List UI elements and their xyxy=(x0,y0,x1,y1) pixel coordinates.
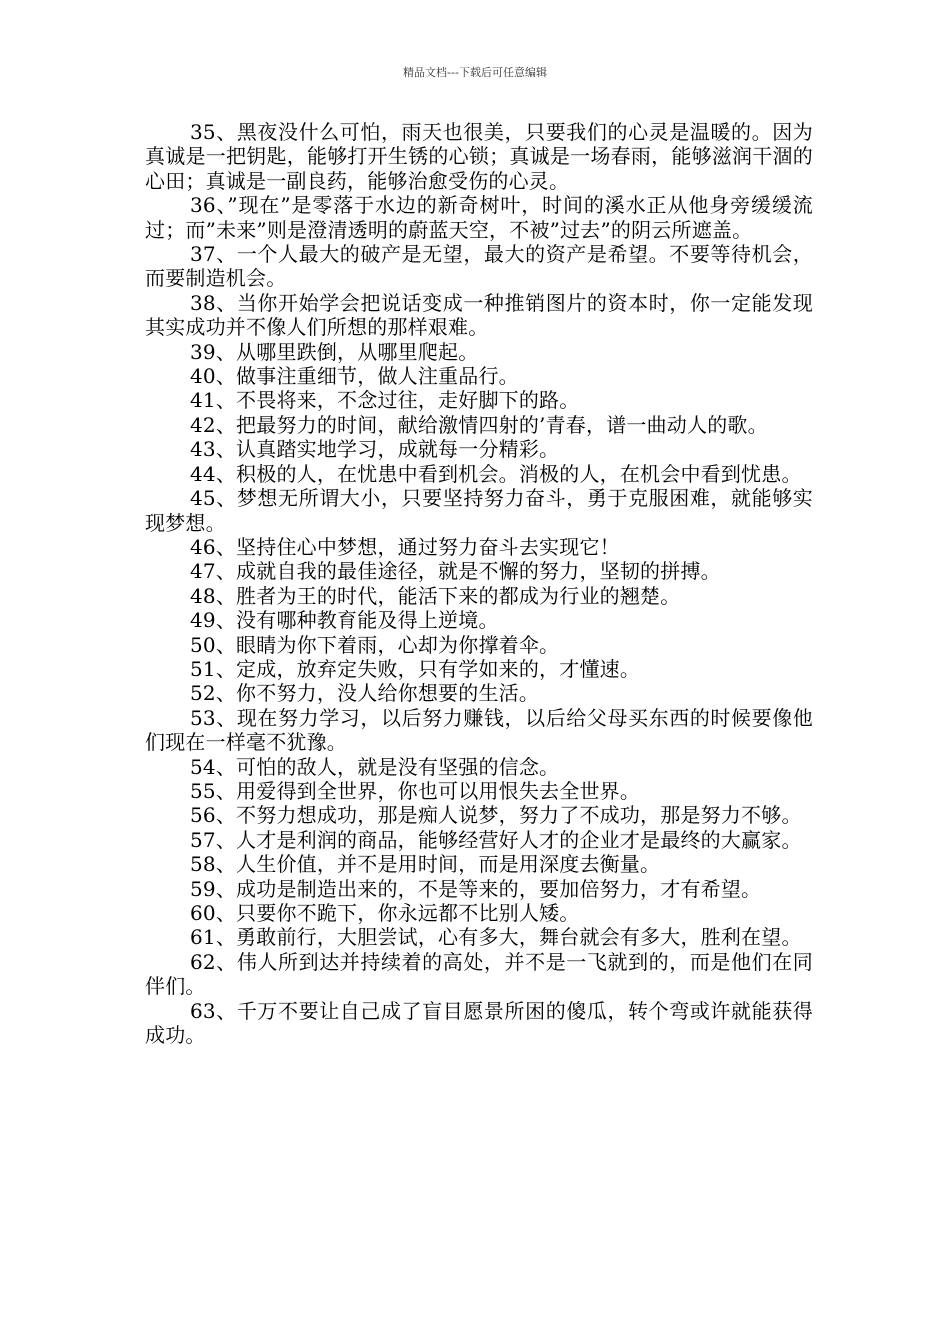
page-header: 精品文档---下载后可任意编辑 xyxy=(403,66,547,79)
paragraph-43: 43、认真踏实地学习，成就每一分精彩。 xyxy=(190,437,560,462)
paragraph-44: 44、积极的人，在忧患中看到机会。消极的人，在机会中看到忧患。 xyxy=(190,461,802,486)
paragraph-40: 40、做事注重细节，做人注重品行。 xyxy=(190,364,519,389)
paragraph-50: 50、眼睛为你下着雨，心却为你撑着伞。 xyxy=(190,632,560,657)
paragraph-49: 49、没有哪种教育能及得上逆境。 xyxy=(190,608,499,633)
paragraph-42: 42、把最努力的时间，献给激情四射的’青春，谱一曲动人的歌。 xyxy=(190,412,768,437)
paragraph-38: 38、当你开始学会把说话变成一种推销图片的资本时，你一定能发现其实成功并不像人们所想的那样艰难。 xyxy=(145,290,813,340)
paragraph-51: 51、定成，放弃定失败，只有学如来的，才懂速。 xyxy=(190,656,641,681)
paragraph-63: 63、千万不要让自己成了盲目愿景所困的傻瓜，转个弯或许就能获得成功。 xyxy=(145,998,813,1048)
paragraph-41: 41、不畏将来，不念过往，走好脚下的路。 xyxy=(190,388,580,413)
paragraph-57: 57、人才是利润的商品，能够经营好人才的企业才是最终的大赢家。 xyxy=(190,827,802,852)
paragraph-62: 62、伟人所到达并持续着的高处，并不是一飞就到的，而是他们在同伴们。 xyxy=(145,949,813,999)
paragraph-60: 60、只要你不跪下，你永远都不比别人矮。 xyxy=(190,901,580,925)
paragraph-39: 39、从哪里跌倒，从哪里爬起。 xyxy=(190,339,479,364)
paragraph-35: 35、黑夜没什么可怕，雨天也很美，只要我们的心灵是温暖的。因为真诚是一把钥匙，能够打开生锈的心锁；真诚是一场春雨，能够滋润干涸的心田；真诚是一副良药，能够治愈受伤的心灵。 xyxy=(145,120,813,193)
paragraph-53: 53、现在努力学习，以后努力赚钱，以后给父母买东西的时候要像他们现在一样毫不犹豫。 xyxy=(145,705,813,755)
paragraph-61: 61、勇敢前行，大胆尝试，心有多大，舞台就会有多大，胜利在望。 xyxy=(190,925,802,950)
paragraph-45: 45、梦想无所谓大小，只要坚持努力奋斗，勇于克服困难，就能够实现梦想。 xyxy=(145,486,813,535)
paragraph-47: 47、成就自我的最佳途径，就是不懈的努力，坚韧的拼搏。 xyxy=(190,559,721,584)
paragraph-37: 37、一个人最大的破产是无望，最大的资产是希望。不要等待机会，而要制造机会。 xyxy=(145,242,813,291)
paragraph-48: 48、胜者为王的时代，能活下来的都成为行业的翘楚。 xyxy=(190,583,681,608)
paragraph-58: 58、人生价值，并不是用时间，而是用深度去衡量。 xyxy=(190,852,661,877)
paragraph-52: 52、你不努力，没人给你想要的生活。 xyxy=(190,681,540,706)
paragraph-36: 36、”现在”是零落于水边的新奇树叶，时间的溪水正从他身旁缓缓流过；而”未来”则是澄清透明的蔚蓝天空，不被”过去”的阴云所遮盖。 xyxy=(145,193,813,242)
paragraph-56: 56、不努力想成功，那是痴人说梦，努力了不成功，那是努力不够。 xyxy=(190,803,802,828)
paragraph-59: 59、成功是制造出来的，不是等来的，要加倍努力，才有希望。 xyxy=(190,876,762,901)
paragraph-46: 46、坚持住心中梦想，通过努力奋斗去实现它！ xyxy=(190,534,620,559)
paragraph-55: 55、用爱得到全世界，你也可以用恨失去全世界。 xyxy=(190,778,641,803)
document-body xyxy=(145,120,813,1047)
paragraph-54: 54、可怕的敌人，就是没有坚强的信念。 xyxy=(190,754,560,779)
